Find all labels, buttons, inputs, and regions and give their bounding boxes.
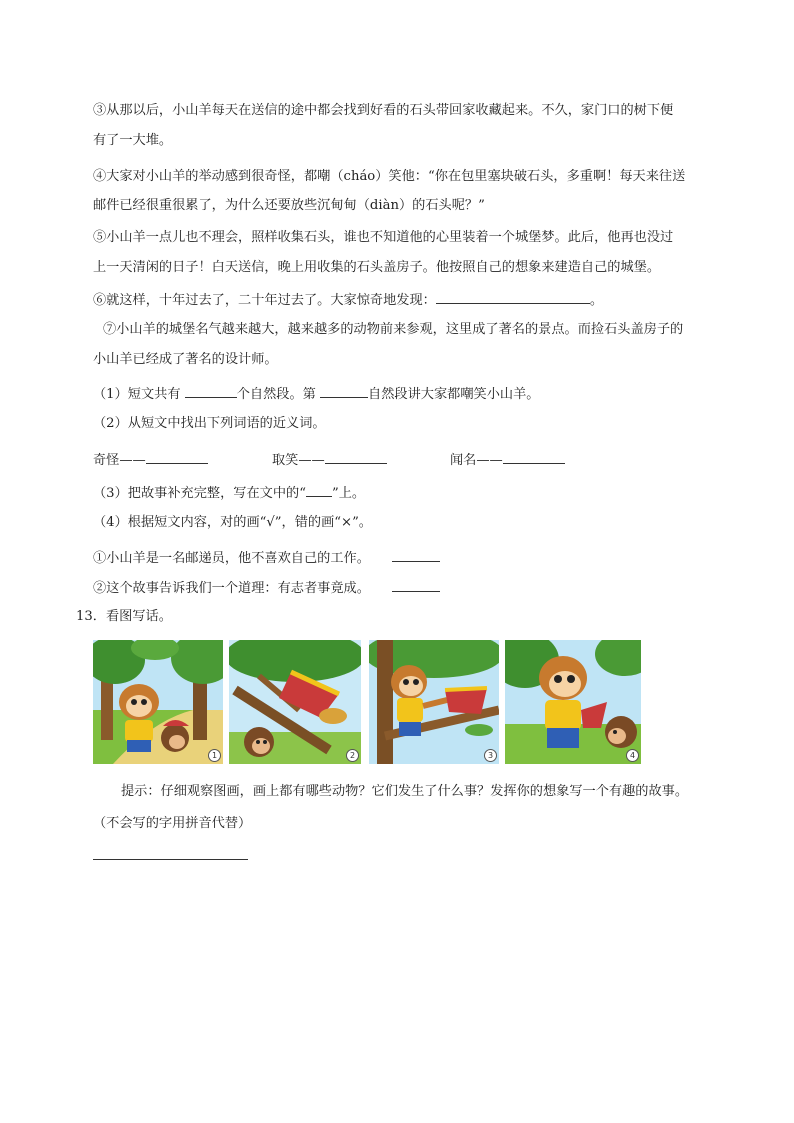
picture-panel-3 [369,640,499,764]
picture-panel-4 [505,640,641,764]
question-3-blank-sample [306,481,332,497]
question-1-text-a: （1）短文共有 [93,387,185,402]
para-5-line-2: 上一天清闲的日子！白天送信，晚上用收集的石头盖房子。他按照自己的想象来建造自己的城堡。 [93,260,661,275]
answer-blank-judgement-2[interactable] [392,576,440,592]
synonym-2-label: 取笑—— [272,453,325,468]
question-3 [93,481,365,504]
judgement-2-text: ②这个故事告诉我们一个道理：有志者事竟成。 [93,581,370,596]
answer-blank-paragraph-count[interactable] [185,382,237,398]
para-3-line-2: 有了一大堆。 [93,133,173,148]
picture-panel-2 [229,640,361,764]
answer-blank-synonym-3[interactable] [503,448,565,464]
answer-blank-synonym-1[interactable] [146,448,208,464]
panel-number-3: 3 [484,749,497,762]
panel-number-1: 1 [208,749,221,762]
synonym-2 [272,448,387,471]
answer-writing-line[interactable] [93,859,248,860]
synonym-1 [93,448,208,471]
question-13-hint-line-2: （不会写的字用拼音代替） [93,816,252,831]
synonym-3 [450,448,565,471]
panel-number-2: 2 [346,749,359,762]
hat-in-tree-illustration [229,640,361,764]
question-3-text-a: （3）把故事补充完整，写在文中的“ [93,486,306,501]
monkey-returns-hat-illustration [505,640,641,764]
answer-blank-paragraph-number[interactable] [320,382,368,398]
synonym-3-label: 闻名—— [450,453,503,468]
question-13-hint-line-1: 提示：仔细观察图画，画上都有哪些动物？它们发生了什么事？发挥你的想象写一个有趣的故事。 [121,784,689,799]
picture-strip [93,640,641,764]
para-6-end: 。 [589,293,604,308]
para-5-line-1: ⑤小山羊一点儿也不理会，照样收集石头，谁也不知道他的心里装着一个城堡梦。此后，他再也没过 [93,230,674,245]
para-4-line-1: ④大家对小山羊的举动感到很奇怪，都嘲（cháo）笑他：“你在包里塞块破石头，多重啊！每天来往送 [93,169,686,184]
picture-panel-1 [93,640,223,764]
monkey-climbs-tree-illustration [369,640,499,764]
judgement-1 [93,546,440,569]
question-2: （2）从短文中找出下列词语的近义词。 [93,416,326,431]
para-4-line-2: 邮件已经很重很累了，为什么还要放些沉甸甸（diàn）的石头呢？” [93,198,485,213]
answer-blank-para-6[interactable] [436,288,590,304]
question-4: （4）根据短文内容，对的画“√”，错的画“×”。 [93,515,372,530]
para-3-line-1: ③从那以后，小山羊每天在送信的途中都会找到好看的石头带回家收藏起来。不久，家门口的树下便 [93,103,674,118]
para-6-text: ⑥就这样，十年过去了，二十年过去了。大家惊奇地发现： [93,293,436,308]
para-7-line-2: 小山羊已经成了著名的设计师。 [93,352,278,367]
panel-number-4: 4 [626,749,639,762]
judgement-2 [93,576,440,599]
synonym-1-label: 奇怪—— [93,453,146,468]
para-6 [93,288,603,311]
question-3-text-b: ”上。 [331,486,366,501]
question-1-text-c: 自然段讲大家都嘲笑小山羊。 [368,387,540,402]
para-7-line-1: ⑦小山羊的城堡名气越来越大，越来越多的动物前来参观，这里成了著名的景点。而捡石头盖房子的 [103,322,684,337]
judgement-1-text: ①小山羊是一名邮递员，他不喜欢自己的工作。 [93,551,370,566]
monkey-meets-hedgehog-illustration [93,640,223,764]
answer-blank-judgement-1[interactable] [392,546,440,562]
question-1 [93,382,539,405]
question-13-title: 13．看图写话。 [76,609,172,624]
question-1-text-b: 个自然段。第 [236,387,321,402]
answer-blank-synonym-2[interactable] [325,448,387,464]
